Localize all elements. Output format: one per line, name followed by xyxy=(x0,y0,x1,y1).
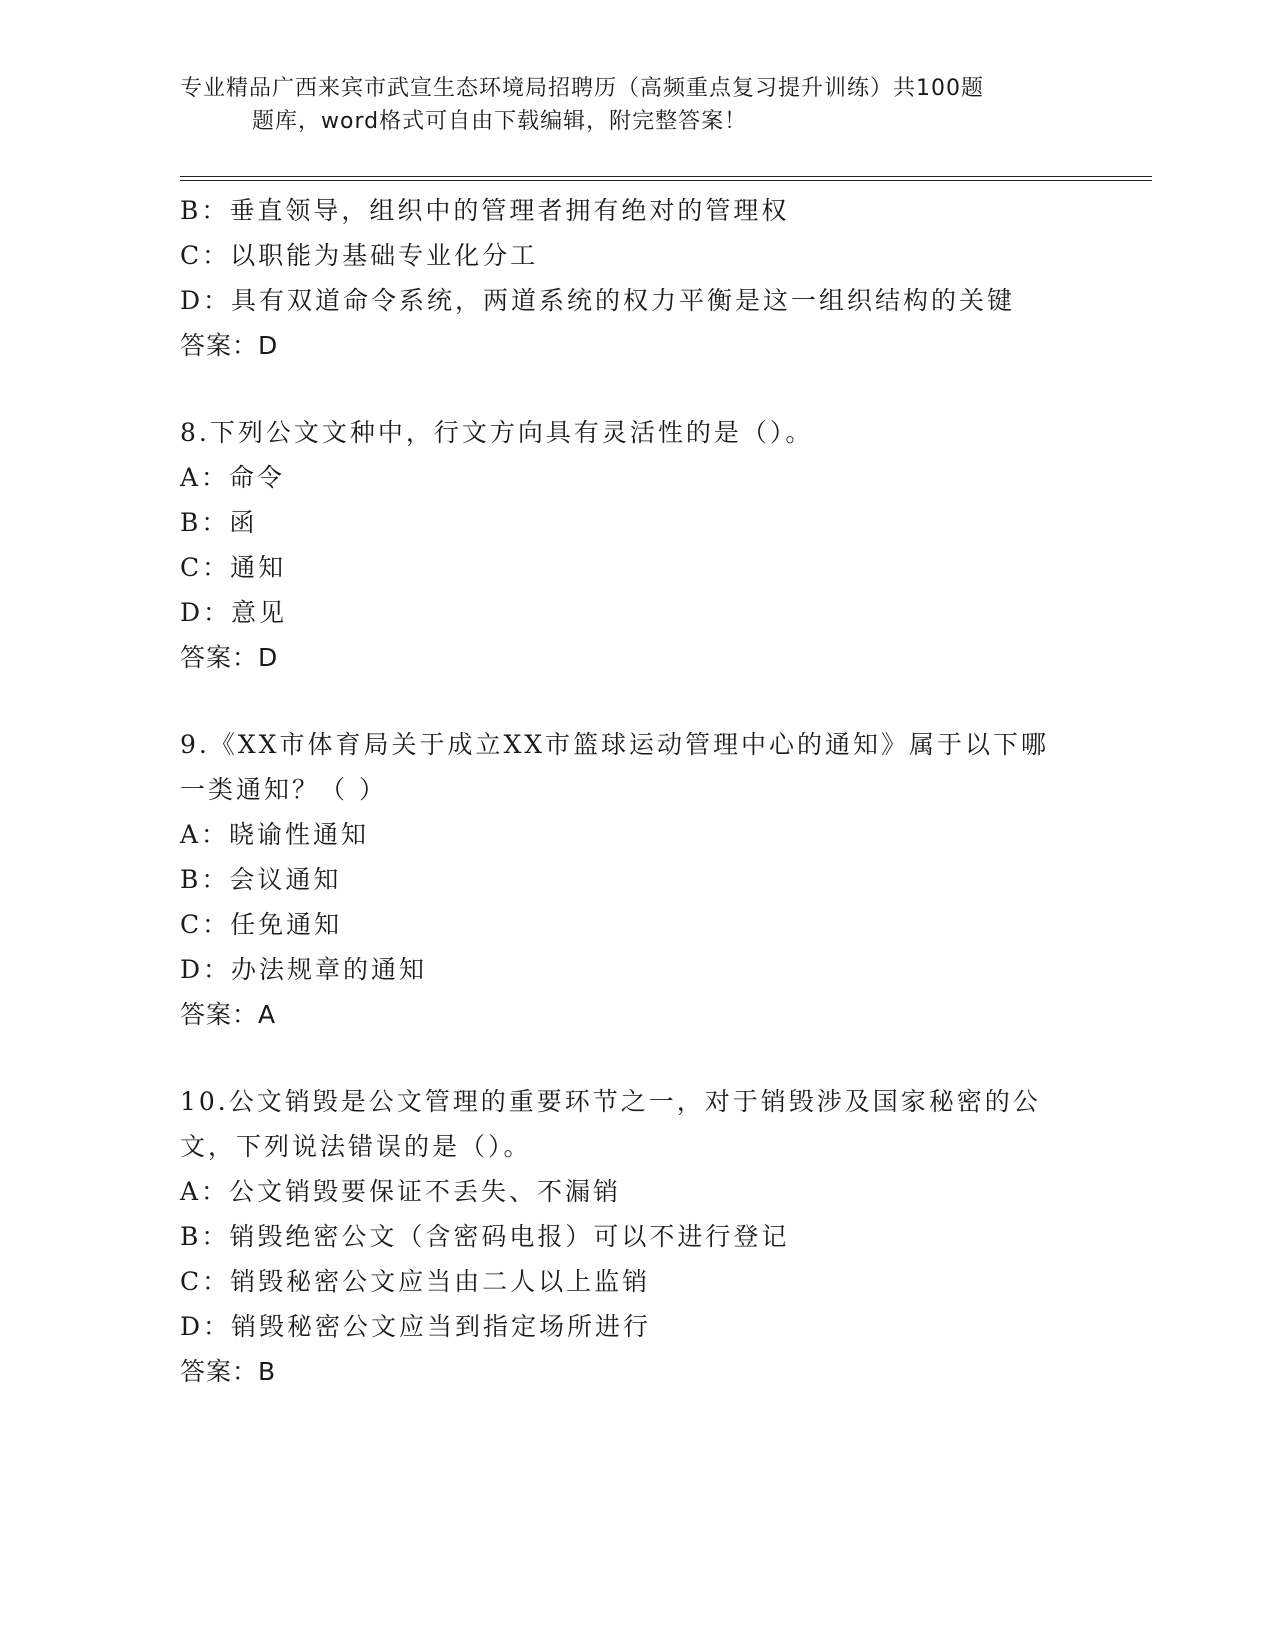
answer-line: 答案：D xyxy=(180,643,279,672)
option-b: B：销毁绝密公文（含密码电报）可以不进行登记 xyxy=(180,1222,790,1251)
question-content xyxy=(180,188,1060,1436)
header-line-1: 专业精品广西来宾市武宣生态环境局招聘历（高频重点复习提升训练）共100题 xyxy=(180,76,984,101)
question-block-10 xyxy=(180,1079,1060,1394)
option-c: C：任免通知 xyxy=(180,910,343,939)
answer-line: 答案：A xyxy=(180,1000,277,1029)
question-block-9 xyxy=(180,722,1060,1037)
option-c: C：销毁秘密公文应当由二人以上监销 xyxy=(180,1267,651,1296)
option-d: D：具有双道命令系统，两道系统的权力平衡是这一组织结构的关键 xyxy=(180,286,1016,315)
option-a: A：晓谕性通知 xyxy=(180,820,370,849)
question-text: 8.下列公文文种中，行文方向具有灵活性的是（）。 xyxy=(180,418,814,447)
option-c: C：通知 xyxy=(180,553,287,582)
question-block-8 xyxy=(180,410,1060,680)
option-a: A：命令 xyxy=(180,463,286,492)
question-text: 10.公文销毁是公文管理的重要环节之一，对于销毁涉及国家秘密的公文，下列说法错误的是（）。 xyxy=(180,1087,1041,1161)
header-line-2: 题库，word格式可自由下载编辑，附完整答案！ xyxy=(252,109,748,134)
document-header xyxy=(180,72,1060,138)
option-b: B：会议通知 xyxy=(180,865,342,894)
option-d: D：办法规章的通知 xyxy=(180,955,428,984)
option-b: B：垂直领导，组织中的管理者拥有绝对的管理权 xyxy=(180,196,790,225)
option-b: B：函 xyxy=(180,508,258,537)
answer-line: 答案：B xyxy=(180,1357,277,1386)
option-d: D：销毁秘密公文应当到指定场所进行 xyxy=(180,1312,652,1341)
answer-line: 答案：D xyxy=(180,331,279,360)
question-block-prev xyxy=(180,188,1060,368)
question-text: 9.《XX市体育局关于成立XX市篮球运动管理中心的通知》属于以下哪一类通知？（ ） xyxy=(180,730,1050,804)
option-a: A：公文销毁要保证不丢失、不漏销 xyxy=(180,1177,622,1206)
option-c: C：以职能为基础专业化分工 xyxy=(180,241,539,270)
header-divider xyxy=(180,176,1152,181)
option-d: D：意见 xyxy=(180,598,288,627)
